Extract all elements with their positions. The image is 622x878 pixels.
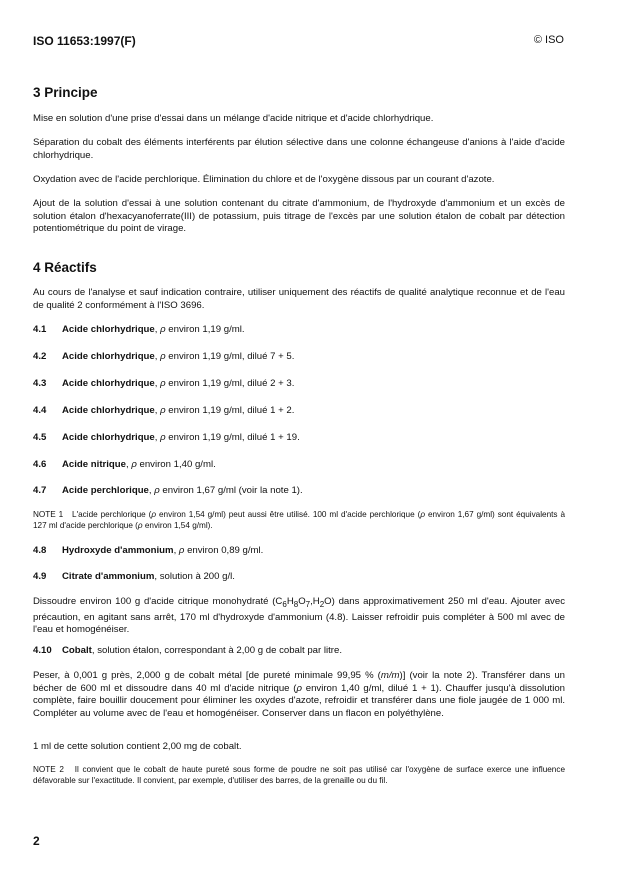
reagent-item: 4.3 Acide chlorhydrique, ρ environ 1,19 g/ml, dilué 2 + 3.	[33, 378, 295, 389]
rho-symbol: ρ	[151, 510, 157, 519]
item-name: Acide nitrique	[62, 459, 126, 470]
reagent-item	[33, 571, 565, 584]
item-name: Acide perchlorique	[62, 485, 149, 496]
item-name: Citrate d'ammonium	[62, 571, 155, 582]
principle-paragraph-4: Ajout de la solution d'essai à une solution contenant du citrate d'ammonium, de l'hydroxyde d'ammonium et un excès de solution étalon d'hexacyanoferrate(III) de potassium, puis titrage de l'excès par une solution étalon de cobalt par détection potentiométrique du point de virage.	[33, 198, 565, 235]
rho-symbol: ρ	[160, 378, 166, 389]
item-number: 4.3	[33, 378, 47, 389]
note-1	[33, 510, 565, 531]
section-4-heading: 4 Réactifs	[33, 260, 97, 275]
citrate-paragraph	[33, 596, 565, 637]
note-label: NOTE 1	[33, 510, 64, 519]
rho-symbol: ρ	[160, 351, 166, 362]
item-name: Hydroxyde d'ammonium	[62, 545, 174, 556]
copyright-mark: © ISO	[533, 34, 564, 46]
reagent-item: 4.7 Acide perchlorique, ρ environ 1,67 g/ml (voir la note 1).	[33, 485, 303, 496]
subscript: 6	[282, 599, 287, 609]
rho-symbol: ρ	[160, 432, 166, 443]
rho-symbol: ρ	[178, 545, 185, 556]
reagent-item: 4.2 Acide chlorhydrique, ρ environ 1,19 g/ml, dilué 7 + 5.	[33, 351, 295, 362]
reagent-item: 4.4 Acide chlorhydrique, ρ environ 1,19 g/ml, dilué 1 + 2.	[33, 405, 295, 416]
item-number: 4.10	[33, 645, 52, 656]
reagent-item: 4.1 Acide chlorhydrique, ρ environ 1,19 g/ml.	[33, 324, 245, 335]
item-number: 4.2	[33, 351, 47, 362]
subscript: 8	[293, 599, 299, 609]
rho-symbol: ρ	[160, 324, 166, 335]
subscript: 2	[319, 599, 325, 609]
item-detail: environ 1,40 g/ml.	[136, 459, 216, 470]
note-label: NOTE 2	[33, 765, 64, 774]
paragraph-text: Dissoudre environ 100 g d'acide citrique monohydraté (C	[33, 596, 283, 607]
page-number: 2	[33, 834, 40, 848]
item-detail: environ 1,19 g/ml.	[165, 324, 245, 335]
rho-symbol: ρ	[137, 520, 143, 530]
reagents-intro: Au cours de l'analyse et sauf indication contraire, utiliser uniquement des réactifs de qualité analytique reconnue et de l'eau de qualité 2 conformément à l'ISO 3696.	[33, 287, 565, 311]
standard-id: ISO 11653:1997(F)	[33, 34, 136, 48]
rho-symbol: ρ	[296, 682, 302, 694]
principle-paragraph-1: Mise en solution d'une prise d'essai dans un mélange d'acide nitrique et d'acide chlorhydrique.	[33, 113, 434, 124]
item-detail: , solution étalon, correspondant à 2,00 g de cobalt par litre.	[91, 645, 342, 656]
paragraph-text: Peser, à 0,001 g près, 2,000 g de cobalt métal [de pureté minimale 99,95 % (	[33, 670, 381, 681]
paragraph-text: environ 1,40 g/ml, dilué 1 + 1). Chauffer jusqu'à dissolution complète, faire bouillir doucement pour éliminer les oxydes d'azote, refroidir et transférer dans une fiole jaugée de 1 000 ml. Compléter au volume avec de l'eau et homogénéiser. Conserver dans un flacon en polyéthylène.	[33, 682, 565, 719]
note-text: environ 1,54 g/ml) peut aussi être utilisé. 100 ml d'acide perchlorique (	[156, 510, 421, 519]
item-number: 4.4	[33, 405, 47, 416]
item-name: Acide chlorhydrique	[62, 405, 155, 416]
item-number: 4.5	[33, 432, 47, 443]
item-name: Acide chlorhydrique	[62, 324, 155, 335]
section-3-heading: 3 Principe	[33, 85, 98, 100]
reagent-item: 4.5 Acide chlorhydrique, ρ environ 1,19 g/ml, dilué 1 + 19.	[33, 432, 300, 443]
rho-symbol: ρ	[160, 405, 166, 416]
cobalt-concentration: 1 ml de cette solution contient 2,00 mg de cobalt.	[33, 741, 242, 752]
note-2	[33, 765, 565, 786]
reagent-item: 4.8 Hydroxyde d'ammonium, ρ environ 0,89 g/ml.	[33, 545, 264, 556]
reagent-item	[33, 645, 565, 658]
item-number: 4.6	[33, 459, 47, 470]
item-detail: environ 1,19 g/ml, dilué 2 + 3.	[165, 378, 295, 389]
note-text: Il convient que le cobalt de haute pureté sous forme de poudre ne soit pas utilisé car l'oxygène de surface exerce une influence défavorable sur l'exactitude. Il convient, par exemple, d'utiliser des barres, de la grenaille ou du fil.	[33, 765, 566, 785]
mass-ratio: m/m	[380, 670, 400, 681]
item-detail: , solution à 200 g/l.	[154, 571, 235, 582]
rho-symbol: ρ	[131, 459, 137, 470]
item-number: 4.8	[33, 545, 47, 556]
item-detail: environ 1,67 g/ml (voir la note 1).	[159, 485, 303, 496]
paragraph-text: )] (voir la note 2). Transférer dans un bécher de 600 ml et dissoudre dans 40 ml d'acide nitrique (	[33, 670, 566, 694]
cobalt-paragraph	[33, 670, 565, 720]
paragraph-text: ,H	[310, 596, 320, 607]
item-name: Cobalt	[62, 645, 92, 656]
item-detail: environ 1,19 g/ml, dilué 1 + 19.	[165, 432, 300, 443]
principle-paragraph-2: Séparation du cobalt des éléments interférents par élution sélective dans une colonne échangeuse d'anions à l'aide d'acide chlorhydrique.	[33, 137, 565, 161]
note-text: L'acide perchlorique (	[72, 510, 152, 519]
item-detail: environ 1,19 g/ml, dilué 7 + 5.	[165, 351, 295, 362]
note-text: environ 1,54 g/ml).	[142, 520, 213, 530]
rho-symbol: ρ	[154, 485, 160, 496]
item-number: 4.7	[33, 485, 47, 496]
item-detail: environ 0,89 g/ml.	[184, 545, 264, 556]
paragraph-text: O) dans approximativement 250 ml d'eau. Ajouter avec précaution, en agitant sans arrêt, 170 ml d'hydroxyde d'ammonium (4.8). Laisser refroidir puis compléter à 500 ml avec de l'eau et homogénéiser.	[33, 596, 565, 636]
item-detail: environ 1,19 g/ml, dilué 1 + 2.	[165, 405, 295, 416]
paragraph-text: H	[286, 596, 294, 607]
paragraph-text: O	[298, 596, 306, 607]
note-text: environ 1,67 g/ml) sont équivalents à 127 ml d'acide perchlorique (	[33, 510, 566, 530]
item-name: Acide chlorhydrique	[62, 351, 155, 362]
item-name: Acide chlorhydrique	[62, 432, 155, 443]
item-name: Acide chlorhydrique	[62, 378, 155, 389]
rho-symbol: ρ	[420, 510, 426, 519]
item-number: 4.9	[33, 571, 47, 582]
item-number: 4.1	[33, 324, 47, 335]
subscript: 7	[305, 599, 311, 609]
reagent-item: 4.6 Acide nitrique, ρ environ 1,40 g/ml.	[33, 459, 216, 470]
principle-paragraph-3: Oxydation avec de l'acide perchlorique. Élimination du chlore et de l'oxygène dissous par un courant d'azote.	[33, 174, 495, 185]
